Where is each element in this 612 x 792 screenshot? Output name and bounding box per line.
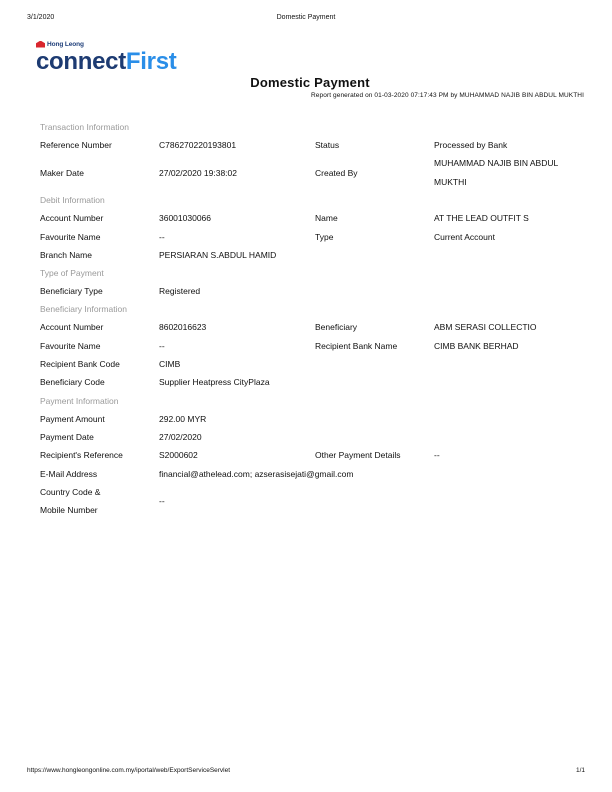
created-by-line2: MUKTHI [434,176,467,187]
recipient-bank-code-value: CIMB [159,359,181,370]
recipient-reference-value: S2000602 [159,450,198,461]
detail-row [40,410,588,428]
country-code-label-line1: Country Code & [40,486,101,497]
detail-row [40,136,588,154]
created-by-line1: MUHAMMAD NAJIB BIN ABDUL [434,158,559,169]
payment-details [40,118,588,520]
print-header [27,14,585,26]
detail-row [40,228,588,246]
payment-amount-label: Payment Amount [40,413,105,424]
branch-name-label: Branch Name [40,249,92,260]
logo-product-part1: connect [36,48,126,75]
print-url: https://www.hongleongonline.com.my/iportal/web/ExportServiceServlet [27,767,231,774]
debit-name-label: Name [315,213,338,224]
detail-row [40,337,588,355]
payment-amount-value: 292.00 MYR [159,413,207,424]
detail-row [40,465,588,483]
logo-brand-name: Hong Leong [47,40,84,48]
beneficiary-account-number-label: Account Number [40,322,104,333]
beneficiary-label: Beneficiary [315,322,358,333]
reference-number-label: Reference Number [40,140,112,150]
hong-leong-logo-icon [36,41,45,48]
recipient-bank-name-value: CIMB BANK BERHAD [434,340,519,351]
detail-row [40,318,588,336]
debit-type-label: Type [315,231,334,242]
other-payment-details-value: -- [434,450,440,461]
debit-favourite-name-label: Favourite Name [40,231,101,242]
country-code-mobile-value: -- [159,496,165,507]
country-code-label-line2: Mobile Number [40,505,98,516]
debit-type-value: Current Account [434,231,495,242]
beneficiary-value: ABM SERASI COLLECTIO [434,322,537,333]
detail-row [40,209,588,227]
beneficiary-favourite-name-value: -- [159,340,165,351]
created-by-value [434,154,558,191]
beneficiary-type-label: Beneficiary Type [40,286,103,297]
maker-date-label: Maker Date [40,167,84,178]
created-by-label: Created By [315,167,358,178]
detail-row [40,246,588,264]
payment-date-value: 27/02/2020 [159,431,202,442]
beneficiary-code-value: Supplier Heatpress CityPlaza [159,377,270,388]
detail-row [40,428,588,446]
email-address-label: E-Mail Address [40,468,98,479]
email-address-value: financial@athelead.com; azserasisejati@gmail.com [159,468,354,479]
section-title-debit: Debit Information [40,195,105,206]
maker-date-value: 27/02/2020 19:38:02 [159,167,237,178]
recipient-reference-label: Recipient's Reference [40,450,123,461]
section-title-payment: Payment Information [40,395,119,406]
country-code-mobile-label [40,483,100,520]
detail-row [40,483,588,520]
beneficiary-type-value: Registered [159,286,201,297]
section-title-transaction: Transaction Information [40,122,129,132]
debit-name-value: AT THE LEAD OUTFIT S [434,213,529,224]
beneficiary-code-label: Beneficiary Code [40,377,105,388]
logo-product-name [36,49,186,74]
debit-account-number-value: 36001030066 [159,213,212,224]
page-title: Domestic Payment [250,75,370,90]
detail-row [40,154,588,191]
detail-row [40,373,588,391]
payment-date-label: Payment Date [40,431,94,442]
status-label: Status [315,140,340,150]
print-document-title: Domestic Payment [276,14,336,21]
section-title-payment-type: Type of Payment [40,268,104,279]
section-title-beneficiary: Beneficiary Information [40,304,127,315]
beneficiary-favourite-name-label: Favourite Name [40,340,101,351]
branch-name-value: PERSIARAN S.ABDUL HAMID [159,249,277,260]
report-generated-line: Report generated on 01-03-2020 07:17:43 PM by MUHAMMAD NAJIB BIN ABDUL MUKTHI [311,92,584,99]
recipient-bank-name-label: Recipient Bank Name [315,340,398,351]
recipient-bank-code-label: Recipient Bank Code [40,359,120,370]
hong-leong-connectfirst-logo [36,39,186,79]
print-date: 3/1/2020 [27,14,55,21]
detail-row [40,282,588,300]
debit-favourite-name-value: -- [159,231,165,242]
logo-product-part2: First [125,48,177,75]
other-payment-details-label: Other Payment Details [315,450,401,461]
status-value: Processed by Bank [434,140,508,150]
beneficiary-account-number-value: 8602016623 [159,322,207,333]
detail-row [40,446,588,464]
debit-account-number-label: Account Number [40,213,104,224]
detail-row [40,355,588,373]
page-number: 1/1 [575,767,585,774]
reference-number-value: C786270220193801 [159,140,237,150]
